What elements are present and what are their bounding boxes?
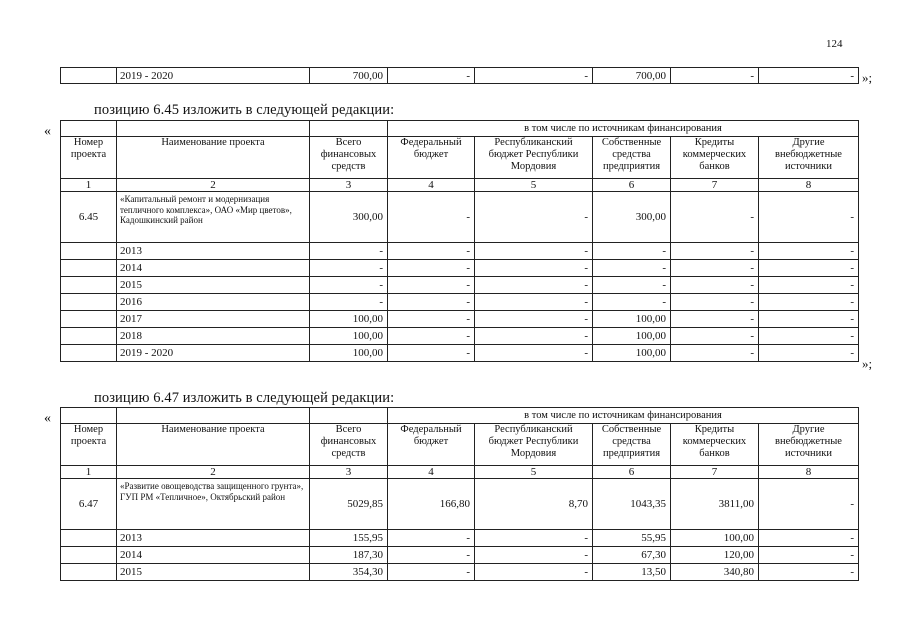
cell-year: 2017 (117, 311, 310, 328)
cell-other: - (759, 294, 859, 311)
column-number-row (61, 179, 859, 192)
header-row (61, 408, 859, 424)
column-number: 4 (388, 179, 475, 192)
cell-own: 100,00 (593, 345, 671, 362)
header-other: Другие внебюджетные источники (759, 424, 859, 466)
cell-credits: - (671, 192, 759, 243)
column-number: 3 (310, 466, 388, 479)
cell-own: - (593, 260, 671, 277)
cell-number (61, 277, 117, 294)
page-number: 124 (826, 38, 843, 50)
cell-other: - (759, 345, 859, 362)
cell-own: 300,00 (593, 192, 671, 243)
cell-republic: - (475, 530, 593, 547)
cell-federal: - (388, 530, 475, 547)
cell-own: 55,95 (593, 530, 671, 547)
cell-credits: - (671, 311, 759, 328)
header-republic: Республиканский бюджет Республики Мордовия (475, 137, 593, 179)
cell-republic: - (475, 277, 593, 294)
table-row (61, 294, 859, 311)
cell-year: 2013 (117, 530, 310, 547)
cell-federal: - (388, 547, 475, 564)
cell-number (61, 260, 117, 277)
cell-own: - (593, 243, 671, 260)
cell-federal: - (388, 294, 475, 311)
cell-credits: 120,00 (671, 547, 759, 564)
cell-federal: - (388, 328, 475, 345)
opening-quote: « (44, 124, 51, 139)
cell-other: - (759, 311, 859, 328)
cell-republic: - (475, 243, 593, 260)
column-number: 8 (759, 466, 859, 479)
cell-own: - (593, 294, 671, 311)
cell-total: 155,95 (310, 530, 388, 547)
table-row (61, 547, 859, 564)
header-own: Собственные средства предприятия (593, 137, 671, 179)
cell-republic: 8,70 (475, 479, 593, 530)
closing-quote: »; (862, 70, 873, 85)
column-number: 7 (671, 179, 759, 192)
cell-number (61, 547, 117, 564)
header-federal: Федеральный бюджет (388, 424, 475, 466)
cell-year: 2014 (117, 547, 310, 564)
cell-federal: - (388, 243, 475, 260)
table-row (61, 311, 859, 328)
cell-other: - (759, 243, 859, 260)
financing-table (60, 407, 859, 581)
cell-total: 354,30 (310, 564, 388, 581)
header-name: Наименование проекта (117, 424, 310, 466)
column-number: 2 (117, 179, 310, 192)
cell-credits: 3811,00 (671, 479, 759, 530)
header-total: Всего финансовых средств (310, 137, 388, 179)
header-row (61, 424, 859, 466)
project-row (61, 479, 859, 530)
cell-total: - (310, 243, 388, 260)
cell-other: - (759, 547, 859, 564)
header-federal: Федеральный бюджет (388, 137, 475, 179)
cell-year: 2015 (117, 277, 310, 294)
cell-other: - (759, 479, 859, 530)
cell-own: 700,00 (593, 68, 671, 84)
cell-federal: 166,80 (388, 479, 475, 530)
cell-total: 100,00 (310, 345, 388, 362)
cell-other: - (759, 328, 859, 345)
column-number: 8 (759, 179, 859, 192)
header-credits: Кредиты коммерческих банков (671, 424, 759, 466)
cell-credits: - (671, 243, 759, 260)
cell-year: 2018 (117, 328, 310, 345)
cell-republic: - (475, 68, 593, 84)
column-number: 6 (593, 466, 671, 479)
cell-total: - (310, 277, 388, 294)
cell-federal: - (388, 564, 475, 581)
cell-year: 2014 (117, 260, 310, 277)
cell-total: 100,00 (310, 311, 388, 328)
cell-total: 300,00 (310, 192, 388, 243)
table-row (61, 328, 859, 345)
cell-republic: - (475, 564, 593, 581)
cell-republic: - (475, 345, 593, 362)
cell-credits: - (671, 345, 759, 362)
cell-credits: - (671, 68, 759, 84)
header-total: Всего финансовых средств (310, 424, 388, 466)
cell-year: 2019 - 2020 (117, 345, 310, 362)
table-row (61, 68, 859, 84)
cell-total: - (310, 294, 388, 311)
closing-quote: »; (862, 356, 873, 371)
cell-other: - (759, 260, 859, 277)
group-header: в том числе по источникам финансирования (388, 408, 859, 424)
table-row (61, 243, 859, 260)
cell-number (61, 311, 117, 328)
column-number: 1 (61, 466, 117, 479)
cell-year: 2015 (117, 564, 310, 581)
project-number: 6.45 (61, 192, 117, 243)
header-row (61, 137, 859, 179)
cell-number (61, 530, 117, 547)
cell-other: - (759, 277, 859, 294)
header-name: Наименование проекта (117, 137, 310, 179)
cell-own: - (593, 277, 671, 294)
header-republic: Республиканский бюджет Республики Мордовия (475, 424, 593, 466)
cell-year: 2016 (117, 294, 310, 311)
column-number: 2 (117, 466, 310, 479)
table-row (61, 345, 859, 362)
continuation-table (60, 67, 859, 84)
cell-own: 100,00 (593, 311, 671, 328)
cell-other: - (759, 68, 859, 84)
cell-republic: - (475, 547, 593, 564)
cell-own: 100,00 (593, 328, 671, 345)
cell-number (61, 345, 117, 362)
project-name: «Развитие овощеводства защищенного грунта», ГУП РМ «Тепличное», Октябрьский район (117, 479, 310, 530)
header-credits: Кредиты коммерческих банков (671, 137, 759, 179)
cell-total: 187,30 (310, 547, 388, 564)
header-other: Другие внебюджетные источники (759, 137, 859, 179)
cell-credits: - (671, 277, 759, 294)
cell-credits: - (671, 294, 759, 311)
cell-federal: - (388, 345, 475, 362)
table-row (61, 277, 859, 294)
cell-credits: - (671, 260, 759, 277)
cell-republic: - (475, 192, 593, 243)
opening-quote: « (44, 411, 51, 426)
project-row (61, 192, 859, 243)
column-number: 4 (388, 466, 475, 479)
column-number: 7 (671, 466, 759, 479)
cell-period: 2019 - 2020 (117, 68, 310, 84)
cell-credits: - (671, 328, 759, 345)
header-row (61, 121, 859, 137)
cell-total: - (310, 260, 388, 277)
cell-credits: 100,00 (671, 530, 759, 547)
cell-republic: - (475, 294, 593, 311)
table-row (61, 564, 859, 581)
cell-other: - (759, 564, 859, 581)
cell-own: 13,50 (593, 564, 671, 581)
table-row (61, 260, 859, 277)
column-number: 6 (593, 179, 671, 192)
cell-year: 2013 (117, 243, 310, 260)
column-number: 1 (61, 179, 117, 192)
group-header: в том числе по источникам финансирования (388, 121, 859, 137)
cell-federal: - (388, 68, 475, 84)
header-own: Собственные средства предприятия (593, 424, 671, 466)
section-heading: позицию 6.47 изложить в следующей редакции: (94, 390, 395, 406)
cell-federal: - (388, 277, 475, 294)
financing-table (60, 120, 859, 362)
cell-republic: - (475, 328, 593, 345)
cell-federal: - (388, 311, 475, 328)
column-number: 5 (475, 466, 593, 479)
table-row (61, 530, 859, 547)
cell-number (61, 68, 117, 84)
cell-republic: - (475, 260, 593, 277)
project-number: 6.47 (61, 479, 117, 530)
section-heading: позицию 6.45 изложить в следующей редакции: (94, 102, 395, 118)
project-name: «Капитальный ремонт и модернизация тепличного комплекса», ОАО «Мир цветов», Кадошкинский район (117, 192, 310, 243)
cell-federal: - (388, 260, 475, 277)
cell-own: 67,30 (593, 547, 671, 564)
column-number-row (61, 466, 859, 479)
column-number: 3 (310, 179, 388, 192)
cell-number (61, 294, 117, 311)
cell-total: 100,00 (310, 328, 388, 345)
cell-total: 5029,85 (310, 479, 388, 530)
cell-credits: 340,80 (671, 564, 759, 581)
cell-own: 1043,35 (593, 479, 671, 530)
column-number: 5 (475, 179, 593, 192)
cell-total: 700,00 (310, 68, 388, 84)
cell-other: - (759, 192, 859, 243)
cell-republic: - (475, 311, 593, 328)
cell-federal: - (388, 192, 475, 243)
cell-number (61, 564, 117, 581)
cell-other: - (759, 530, 859, 547)
cell-number (61, 328, 117, 345)
header-number: Номер проекта (61, 137, 117, 179)
header-number: Номер проекта (61, 424, 117, 466)
cell-number (61, 243, 117, 260)
